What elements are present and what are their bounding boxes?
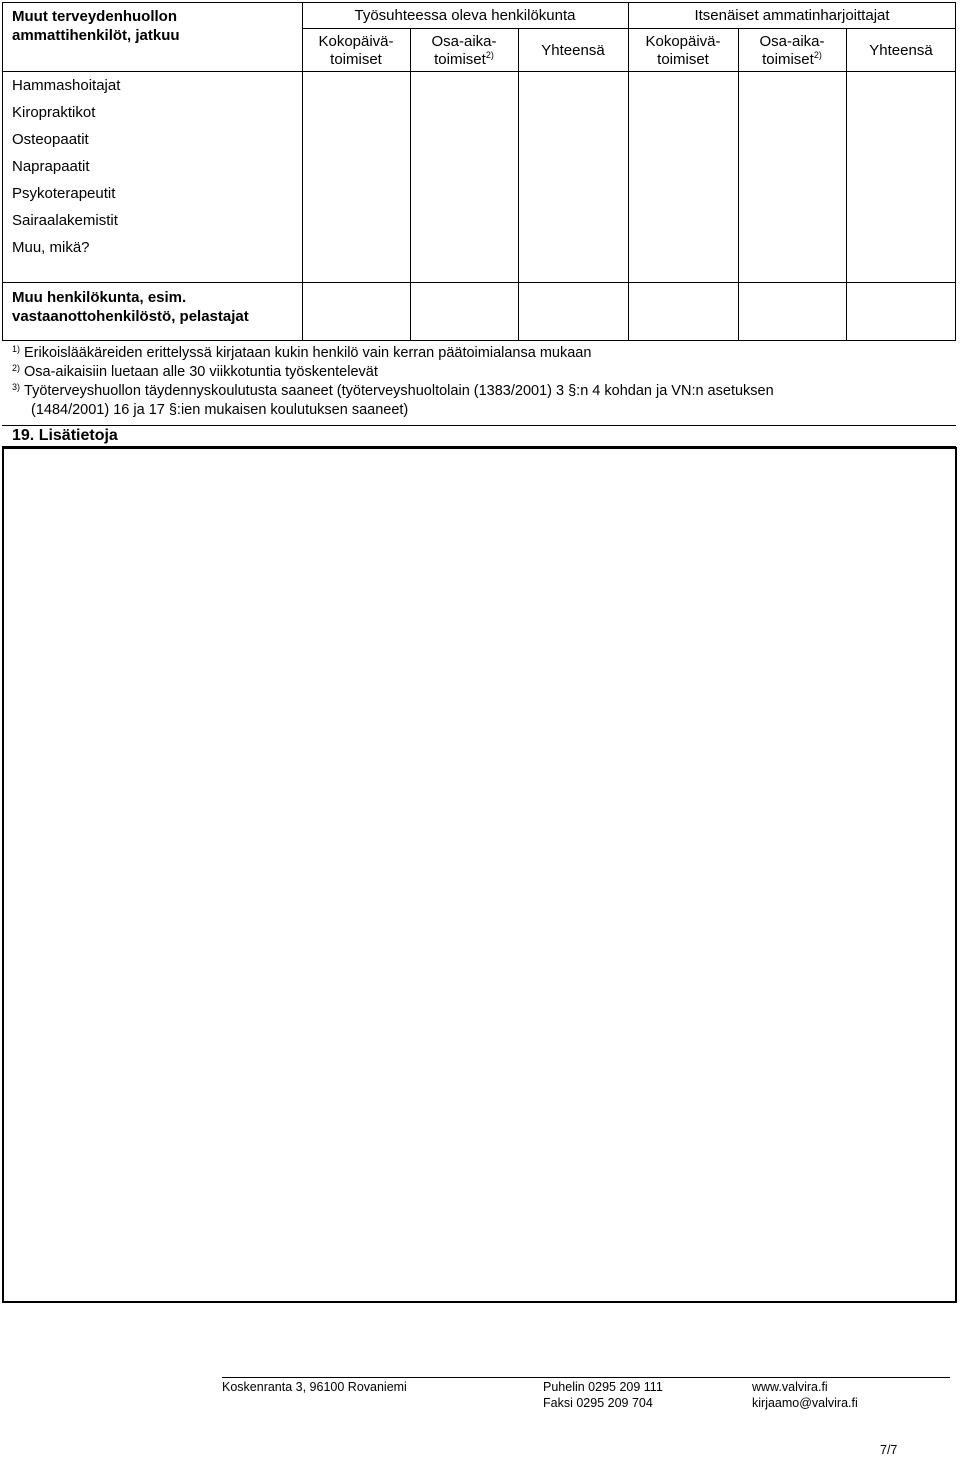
row-label-muu-mika: Muu, mikä? bbox=[12, 239, 90, 256]
row-label-kiropraktikot: Kiropraktikot bbox=[12, 104, 96, 121]
lisatietoja-input[interactable] bbox=[4, 449, 955, 1301]
input-other-independent-part-time[interactable] bbox=[740, 284, 844, 338]
col-header-total: Yhteensä bbox=[541, 42, 605, 59]
input-employed-full-time[interactable] bbox=[304, 73, 408, 280]
col-header-total-2: Yhteensä bbox=[869, 42, 933, 59]
col-header-full-time: Kokopäivä- toimiset bbox=[318, 33, 394, 68]
footer-address: Koskenranta 3, 96100 Rovaniemi bbox=[222, 1380, 407, 1394]
input-independent-full-time[interactable] bbox=[630, 73, 736, 280]
input-other-independent-full-time[interactable] bbox=[630, 284, 736, 338]
col-header-part-time-2: Osa-aika- toimiset$^{2)}$ bbox=[759, 33, 825, 68]
footnote-3-continued: (1484/2001) 16 ja 17 §:ien mukaisen koulutuksen saaneet) bbox=[31, 402, 409, 418]
row-label-osteopaatit: Osteopaatit bbox=[12, 131, 89, 148]
input-other-independent-total[interactable] bbox=[848, 284, 953, 338]
row-label-psykoterapeutit: Psykoterapeutit bbox=[12, 185, 116, 202]
row-label-other-staff: Muu henkilökunta, esim. vastaanottohenkilöstö, pelastajat bbox=[12, 289, 249, 325]
footer-divider bbox=[222, 1377, 950, 1378]
footnote-3: $^{3)}$ Työterveyshuollon täydennyskoulutusta saaneet (työterveyshuoltolain (1383/2001) 3 §:n 4 kohdan ja VN:n asetuksen bbox=[12, 382, 774, 399]
table-corner-title: Muut terveydenhuollon ammattihenkilöt, jatkuu bbox=[12, 8, 180, 44]
group-header-independent: Itsenäiset ammatinharjoittajat bbox=[694, 7, 890, 24]
row-label-naprapaatit: Naprapaatit bbox=[12, 158, 90, 175]
group-header-employed: Työsuhteessa oleva henkilökunta bbox=[354, 7, 576, 24]
input-other-employed-total[interactable] bbox=[520, 284, 626, 338]
section-title: 19. Lisätietoja bbox=[12, 427, 118, 444]
footer-fax: Faksi 0295 209 704 bbox=[543, 1396, 653, 1410]
input-employed-part-time[interactable] bbox=[412, 73, 516, 280]
input-employed-total[interactable] bbox=[520, 73, 626, 280]
lisatietoja-box bbox=[2, 447, 957, 1303]
col-header-full-time-2: Kokopäivä- toimiset bbox=[645, 33, 721, 68]
row-label-sairaalakemistit: Sairaalakemistit bbox=[12, 212, 118, 229]
footnote-1: $^{1)}$ Erikoislääkäreiden erittelyssä kirjataan kukin henkilö vain kerran päätoimialansa mukaan bbox=[12, 344, 592, 361]
footer-web[interactable]: www.valvira.fi bbox=[752, 1380, 828, 1394]
input-independent-part-time[interactable] bbox=[740, 73, 844, 280]
footer-phone: Puhelin 0295 209 111 bbox=[543, 1380, 663, 1394]
row-label-hammashoitajat: Hammashoitajat bbox=[12, 77, 121, 94]
input-other-employed-part-time[interactable] bbox=[412, 284, 516, 338]
footnote-2: $^{2)}$ Osa-aikaisiin luetaan alle 30 viikkotuntia työskentelevät bbox=[12, 363, 378, 380]
input-other-employed-full-time[interactable] bbox=[304, 284, 408, 338]
footer-email[interactable]: kirjaamo@valvira.fi bbox=[752, 1396, 858, 1410]
input-independent-total[interactable] bbox=[848, 73, 953, 280]
col-header-part-time: Osa-aika- toimiset$^{2)}$ bbox=[431, 33, 497, 68]
page-number: 7/7 bbox=[880, 1443, 898, 1457]
